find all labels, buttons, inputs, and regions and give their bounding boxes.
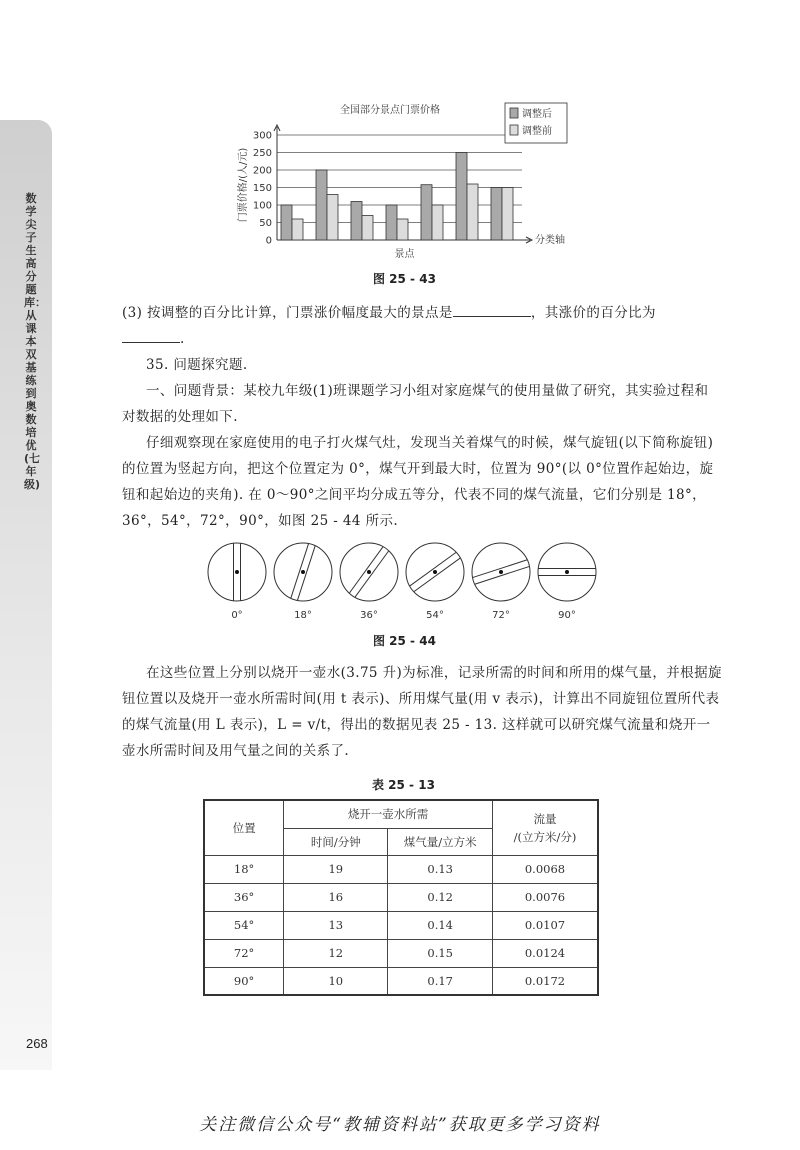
bar-before — [292, 219, 303, 240]
legend-swatch — [510, 125, 518, 135]
knob-center-dot — [499, 570, 503, 574]
cell-gas: 0.13 — [388, 855, 493, 883]
header-flow-line1: 流量 — [533, 811, 557, 826]
bar-before — [327, 195, 338, 241]
bar-before — [502, 188, 513, 241]
knob — [208, 543, 266, 601]
bar-after — [351, 202, 362, 241]
knob-angle-label: 0° — [231, 610, 243, 621]
header-gas: 煤气量/立方米 — [388, 828, 493, 855]
knob-center-dot — [565, 570, 569, 574]
header-time: 时间/分钟 — [284, 828, 388, 855]
bar-after — [316, 170, 327, 240]
cell-position: 72° — [204, 939, 284, 967]
bar-before — [397, 219, 408, 240]
header-flow-line2: /(立方米/分) — [513, 829, 577, 844]
bar-before — [432, 205, 443, 240]
bar-after — [491, 188, 502, 241]
table-caption: 表 25 - 13 — [372, 778, 435, 792]
cell-gas: 0.17 — [388, 967, 493, 995]
bar-after — [456, 153, 467, 241]
paragraph-observation: 仔细观察现在家庭使用的电子打火煤气灶，发现当关着煤气的时候，煤气旋钮(以下简称旋钮)的位置为竖起方向，把这个位置定为 0°，煤气开到最大时，位置为 90°(以 0°位置作起始边，旋钮和起始边的夹角). 在 0～90°之间平均分成五等分，代表不同的煤气流量，它们分别是 18°，36°，54°，72°，90°，如图 25 - 44 所示. — [122, 435, 714, 529]
cell-position: 90° — [204, 967, 284, 995]
bar-after — [421, 185, 432, 240]
bar-chart — [232, 100, 612, 260]
cell-gas: 0.15 — [388, 939, 493, 967]
table-row — [204, 855, 598, 883]
legend-label: 调整后 — [522, 109, 552, 120]
knob — [406, 543, 464, 601]
footer-note: 关注微信公众号“教辅资料站”获取更多学习资料 — [199, 1115, 601, 1135]
legend-label: 调整前 — [522, 126, 552, 137]
y-tick-label: 100 — [252, 200, 272, 212]
header-position: 位置 — [204, 800, 284, 855]
figure-caption-43: 图 25 - 43 — [373, 272, 436, 286]
header-group: 烧开一壶水所需 — [284, 800, 493, 828]
paragraph-background: 一、问题背景：某校九年级(1)班课题学习小组对家庭煤气的使用量做了研究，其实验过程和对数据的处理如下. — [122, 383, 709, 425]
cell-position: 54° — [204, 911, 284, 939]
bar-before — [467, 184, 478, 240]
cell-time: 12 — [284, 939, 388, 967]
x-axis-note: 分类轴 — [535, 235, 565, 246]
y-tick-label: 0 — [265, 235, 272, 247]
cell-time: 19 — [284, 855, 388, 883]
knob-center-dot — [301, 570, 305, 574]
chart-legend — [505, 103, 567, 143]
knob — [538, 543, 596, 601]
cell-position: 18° — [204, 855, 284, 883]
question-35-title: 35. 问题探究题. — [146, 357, 248, 373]
y-tick-label: 50 — [259, 218, 272, 229]
data-table — [203, 799, 599, 996]
table-row — [204, 939, 598, 967]
bar-before — [362, 216, 373, 241]
y-tick-label: 200 — [252, 165, 272, 177]
knob-angle-label: 36° — [360, 610, 378, 621]
cell-flow: 0.0076 — [492, 883, 598, 911]
answer-blank-1[interactable] — [453, 302, 531, 317]
knob-center-dot — [367, 570, 371, 574]
knob-angle-label: 54° — [426, 610, 444, 621]
question-3 — [122, 300, 722, 352]
knob — [340, 543, 398, 601]
cell-time: 10 — [284, 967, 388, 995]
cell-flow: 0.0068 — [492, 855, 598, 883]
cell-gas: 0.12 — [388, 883, 493, 911]
chart-xlabel: 景点 — [394, 249, 415, 260]
legend-swatch — [510, 108, 518, 118]
knob-figure — [202, 540, 602, 625]
knob-center-dot — [235, 570, 239, 574]
paragraph-method: 在这些位置上分别以烧开一壶水(3.75 升)为标准，记录所需的时间和所用的煤气量，并根据旋钮位置以及烧开一壶水所需时间(用 t 表示)、所用煤气量(用 v 表示)，计算出不同旋钮位置所代表的煤气流量(用 L 表示)，L = v/t，得出的数据见表 25 - 13. 这样就可以研究煤气流量和烧开一壶水所需时间及用气量之间的关系了. — [122, 665, 722, 759]
knob — [472, 543, 530, 601]
knob — [274, 543, 332, 601]
q3-text-b: ，其涨价的百分比为 — [530, 305, 656, 321]
y-tick-label: 300 — [252, 130, 272, 142]
q3-end: . — [180, 331, 185, 347]
page-number: 268 — [26, 1036, 48, 1051]
chart-ylabel: 门票价格/(人/元) — [238, 147, 249, 223]
cell-flow: 0.0107 — [492, 911, 598, 939]
figure-caption-44: 图 25 - 44 — [373, 634, 436, 648]
header-flow — [492, 800, 598, 855]
cell-position: 36° — [204, 883, 284, 911]
answer-blank-2[interactable] — [122, 328, 180, 343]
knob-center-dot — [433, 570, 437, 574]
sidebar-book-title: 数学尖子生高分题库：从课本双基练到奥数培优(七年级) — [24, 192, 46, 491]
table-row — [204, 911, 598, 939]
bar-after — [281, 205, 292, 240]
knob-angle-label: 72° — [492, 610, 510, 621]
y-tick-label: 250 — [252, 148, 272, 159]
cell-gas: 0.14 — [388, 911, 493, 939]
cell-flow: 0.0172 — [492, 967, 598, 995]
q3-text-a: (3) 按调整的百分比计算，门票涨价幅度最大的景点是 — [122, 305, 453, 321]
table-row — [204, 967, 598, 995]
cell-flow: 0.0124 — [492, 939, 598, 967]
chart-title: 全国部分景点门票价格 — [340, 105, 440, 116]
cell-time: 16 — [284, 883, 388, 911]
knob-angle-label: 18° — [294, 610, 312, 621]
knob-angle-label: 90° — [558, 610, 576, 621]
y-tick-label: 150 — [252, 183, 272, 194]
bar-after — [386, 205, 397, 240]
table-row — [204, 883, 598, 911]
cell-time: 13 — [284, 911, 388, 939]
